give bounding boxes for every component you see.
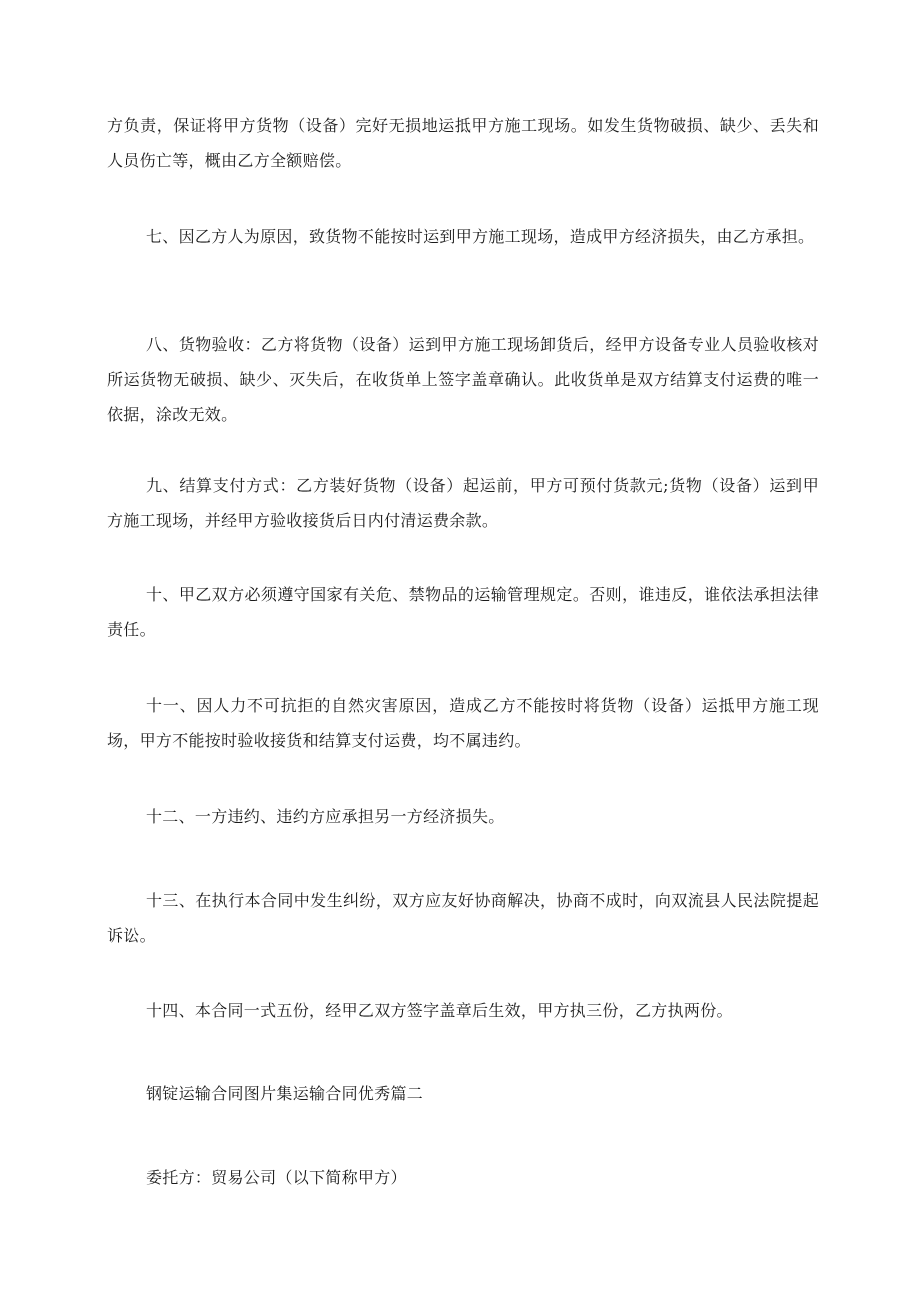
paragraph-clause-8: 八、货物验收：乙方将货物（设备）运到甲方施工现场卸货后，经甲方设备专业人员验收核对所运货物无破损、缺少、灭失后，在收货单上签字盖章确认。此收货单是双方结算支付运费的唯一依据，涂改无效。	[107, 335, 819, 424]
paragraph-clause-11: 十一、因人力不可抗拒的自然灾害原因，造成乙方不能按时将货物（设备）运抵甲方施工现场，甲方不能按时验收接货和结算支付运费，均不属违约。	[107, 696, 819, 750]
section-title-part-two: 钢锭运输合同图片集运输合同优秀篇二	[146, 1084, 424, 1103]
paragraph-clause-9: 九、结算支付方式：乙方装好货物（设备）起运前，甲方可预付货款元;货物（设备）运到甲方施工现场，并经甲方验收接货后日内付清运费余款。	[107, 476, 819, 530]
paragraph-continuation-clause-6: 方负责，保证将甲方货物（设备）完好无损地运抵甲方施工现场。如发生货物破损、缺少、丢失和人员伤亡等，概由乙方全额赔偿。	[107, 116, 819, 170]
paragraph-clause-7: 七、因乙方人为原因，致货物不能按时运到甲方施工现场，造成甲方经济损失，由乙方承担。	[146, 227, 815, 246]
paragraph-clause-12: 十二、一方违约、违约方应承担另一方经济损失。	[146, 807, 505, 826]
paragraph-clause-10: 十、甲乙双方必须遵守国家有关危、禁物品的运输管理规定。否则，谁违反，谁依法承担法律责任。	[107, 585, 819, 639]
paragraph-client-party: 委托方：贸易公司（以下简称甲方）	[146, 1168, 407, 1187]
paragraph-clause-13: 十三、在执行本合同中发生纠纷，双方应友好协商解决，协商不成时，向双流县人民法院提起诉讼。	[107, 891, 819, 945]
paragraph-clause-14: 十四、本合同一式五份，经甲乙双方签字盖章后生效，甲方执三份，乙方执两份。	[146, 1001, 733, 1020]
